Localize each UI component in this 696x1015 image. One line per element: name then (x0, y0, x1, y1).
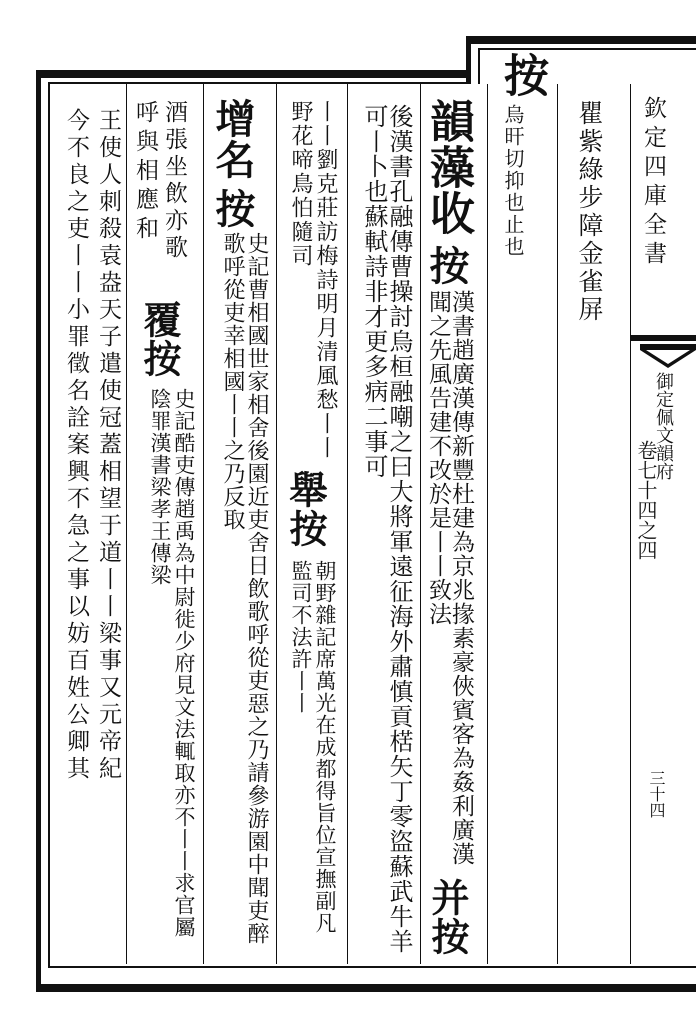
column-rule (420, 84, 421, 964)
column-2-heading-2: 按 (423, 245, 470, 286)
column-rule (203, 84, 204, 964)
column-4-text-2: 朝野雜記席萬光在成都得旨位宣撫副凡監司不法許丨丨 (289, 560, 337, 934)
column-2-heading: 韻藻收 (422, 98, 475, 236)
column-rule (557, 84, 558, 964)
column-5-note: 史記曹相國世家相舍後園近吏舍日飲歌呼從吏惡之乃請參游園中聞吏醉歌呼從吏幸相國丨丨之乃反取 (220, 232, 269, 945)
column-4-text: 丨丨劉克莊訪梅詩明月清風愁丨丨野花啼鳥怕隨司 (288, 100, 338, 460)
column-6-mid-heading: 覆按 (137, 300, 182, 378)
column-rule (630, 84, 631, 964)
column-3-text: 後漢書孔融傳曹操討烏桓融嘲之曰大將軍遠征海外肅慎貢楛矢丁零盜蘇武牛羊可丨卜也蘇軾詩非才更多病二事可 (360, 104, 413, 954)
column-2-note: 漢書趙廣漢傳新豐杜建為京兆掾素豪俠賓客為姦利廣漢聞之先風告建不改於是丨丨致法 (425, 290, 474, 866)
column-6-text: 酒張坐飲亦歌 (161, 100, 187, 262)
column-rule (487, 84, 488, 964)
column-2-tail: 并按 (425, 878, 470, 956)
edge-juan: 卷七十四之四 (634, 440, 658, 560)
tab-gloss: 烏旰切抑也止也 (501, 104, 525, 258)
column-5-heading: 增名 (209, 98, 256, 180)
column-8-text: 王使人刺殺袁盎天子遣使冠蓋相望于道丨丨梁事又元帝紀 (95, 108, 121, 783)
column-5-heading-2: 按 (209, 188, 256, 229)
column-1-text: 瞿紫綠步障金雀屏 (575, 100, 604, 324)
column-7-text: 呼與相應和 (132, 100, 158, 245)
column-rule (276, 84, 277, 964)
tab-head-char: 按 (496, 52, 549, 98)
column-rule (347, 84, 348, 964)
column-4-mid-heading: 舉按 (283, 470, 328, 548)
edge-vol: 御定佩文韻府 (653, 372, 674, 480)
column-rule (126, 84, 127, 964)
column-9-text: 今不良之吏丨丨小罪徵名詮案興不急之事以妨百姓公卿其 (63, 108, 89, 783)
fish-tail-bar (630, 335, 696, 341)
column-6-note: 史記酷吏傳趙禹為中尉徙少府見文法輒取亦不丨丨求官屬陰罪漢書梁孝王傳梁 (148, 388, 196, 938)
fish-tail-mark (640, 342, 696, 372)
edge-page: 三十四 (647, 770, 666, 818)
edge-title: 欽定四庫全書 (640, 96, 666, 270)
